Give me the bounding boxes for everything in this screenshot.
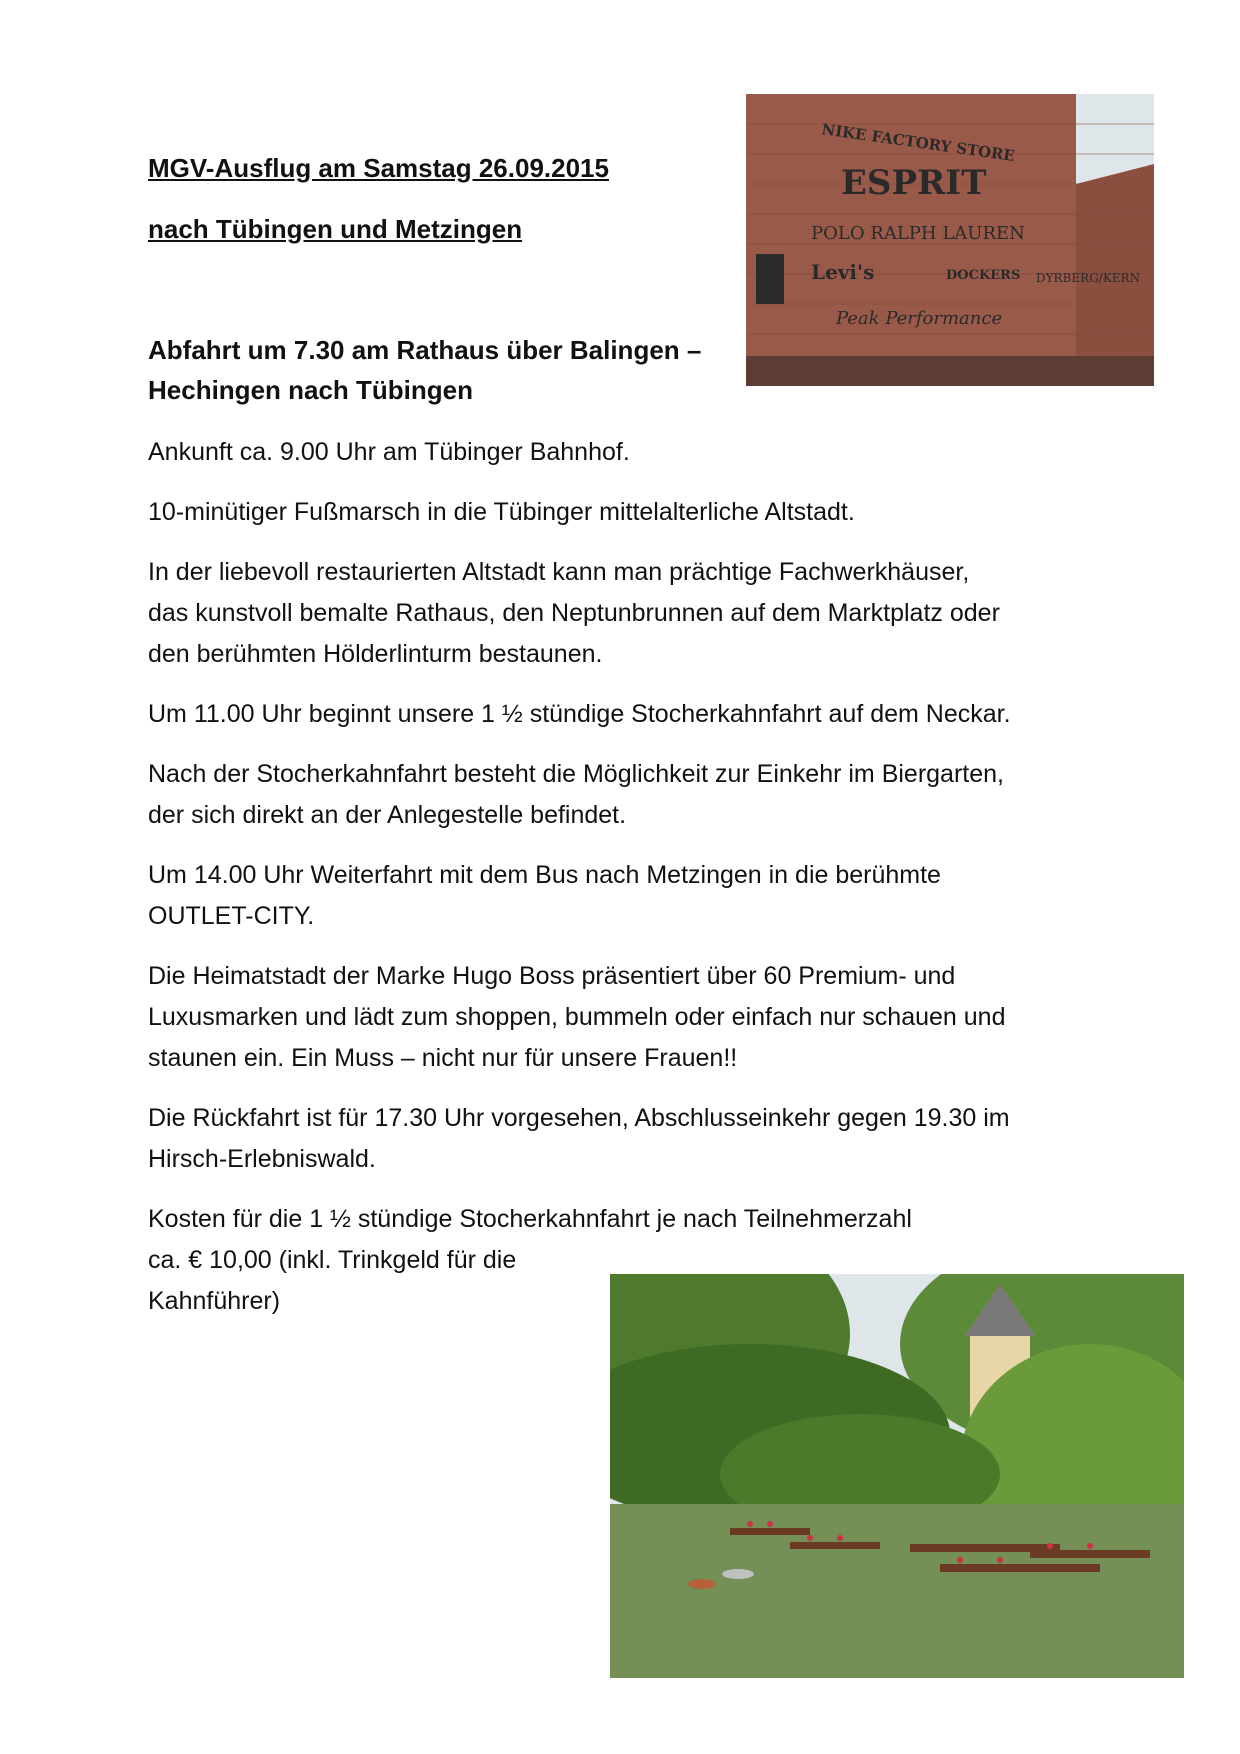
paragraph-line: Die Heimatstadt der Marke Hugo Boss präsentiert über 60 Premium- und <box>148 962 956 990</box>
dockers-sign: DOCKERS <box>946 268 1021 283</box>
paragraph-line: Luxusmarken und lädt zum shoppen, bummeln oder einfach nur schauen und <box>148 1003 1006 1031</box>
paragraph-line: staunen ein. Ein Muss – nicht nur für unsere Frauen!! <box>148 1044 738 1072</box>
paragraph-line: OUTLET-CITY. <box>148 902 315 930</box>
esprit-sign: ESPRIT <box>841 163 987 203</box>
return-paragraph <box>148 1098 1108 1180</box>
hugo-boss-paragraph <box>148 956 1108 1079</box>
body-text <box>148 432 1108 1322</box>
paragraph-line: ca. € 10,00 (inkl. Trinkgeld für die <box>148 1246 517 1274</box>
neckar-punting-photo <box>610 1274 1184 1678</box>
paragraph-line: das kunstvoll bemalte Rathaus, den Neptunbrunnen auf dem Marktplatz oder <box>148 599 1000 627</box>
oldtown-paragraph <box>148 552 1108 675</box>
paragraph-line: In der liebevoll restaurierten Altstadt kann man prächtige Fachwerkhäuser, <box>148 558 970 586</box>
polo-sign: POLO RALPH LAUREN <box>811 223 1025 244</box>
arrival-paragraph: Ankunft ca. 9.00 Uhr am Tübinger Bahnhof. <box>148 438 630 466</box>
punting-paragraph: Um 11.00 Uhr beginnt unsere 1 ½ stündige Stocherkahnfahrt auf dem Neckar. <box>148 700 1011 728</box>
paragraph-line: Nach der Stocherkahnfahrt besteht die Möglichkeit zur Einkehr im Biergarten, <box>148 760 1004 788</box>
paragraph-line: Kahnführer) <box>148 1287 281 1315</box>
departure-info <box>148 330 701 410</box>
paragraph-line: den berühmten Hölderlinturm bestaunen. <box>148 640 603 668</box>
paragraph-line: Kosten für die 1 ½ stündige Stocherkahnfahrt je nach Teilnehmerzahl <box>148 1205 912 1233</box>
walk-paragraph: 10-minütiger Fußmarsch in die Tübinger mittelalterliche Altstadt. <box>148 498 855 526</box>
page-subtitle: nach Tübingen und Metzingen <box>148 214 523 244</box>
departure-line: Hechingen nach Tübingen <box>148 375 474 405</box>
outlet-city-photo <box>746 94 1154 386</box>
page-title: MGV-Ausflug am Samstag 26.09.2015 <box>148 153 609 183</box>
paragraph-line: Um 14.00 Uhr Weiterfahrt mit dem Bus nach Metzingen in die berühmte <box>148 861 941 889</box>
peak-performance-sign: Peak Performance <box>836 308 1003 329</box>
paragraph-line: Die Rückfahrt ist für 17.30 Uhr vorgesehen, Abschlusseinkehr gegen 19.30 im <box>148 1104 1010 1132</box>
paragraph-line: Hirsch-Erlebniswald. <box>148 1145 376 1173</box>
beergarden-paragraph <box>148 754 1108 836</box>
metzingen-paragraph <box>148 855 1108 937</box>
dyrberg-kern-sign: DYRBERG/KERN <box>1036 271 1141 285</box>
departure-line: Abfahrt um 7.30 am Rathaus über Balingen – <box>148 335 702 365</box>
nike-sign: NIKE FACTORY STORE <box>820 120 1016 166</box>
levis-sign: Levi's <box>811 260 875 284</box>
paragraph-line: der sich direkt an der Anlegestelle befindet. <box>148 801 627 829</box>
